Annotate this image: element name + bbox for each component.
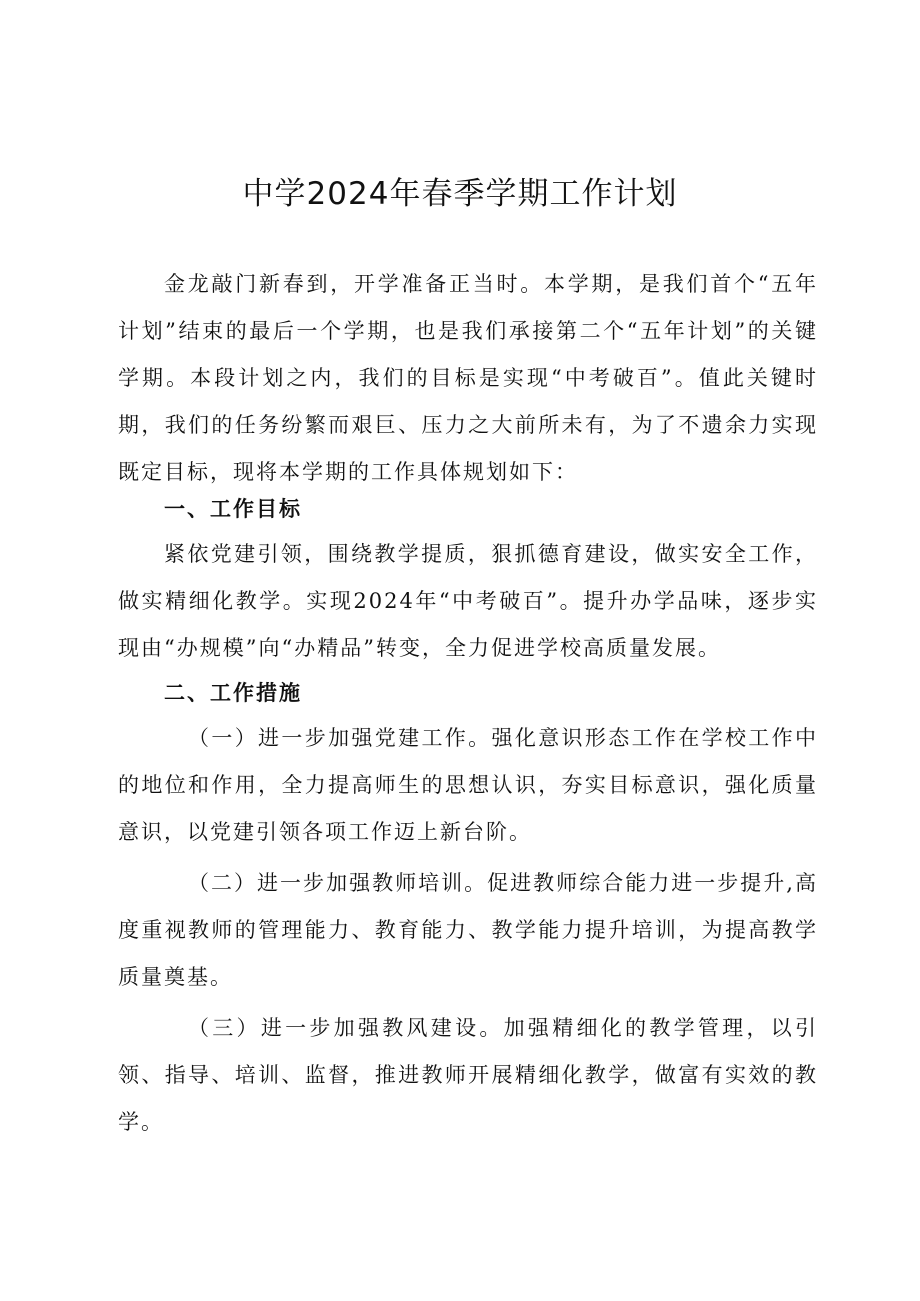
measure-paragraph-teaching-style: （三）进一步加强教风建设。加强精细化的教学管理，以引领、指导、培训、监督，推进教师开展精细化教学，做富有实效的教学。: [118, 1016, 818, 1134]
goals-paragraph: 紧依党建引领，围绕教学提质，狠抓德育建设，做实安全工作，做实精细化教学。实现2024年“中考破百”。提升办学品味，逐步实现由“办规模”向“办精品”转变，全力促进学校高质量发展。: [118, 542, 818, 660]
section-heading-goals: 一、工作目标: [164, 497, 302, 521]
section-heading-measures: 二、工作措施: [164, 681, 302, 705]
page-title: 中学2024年春季学期工作计划: [242, 176, 678, 212]
intro-paragraph: 金龙敲门新春到，开学准备正当时。本学期，是我们首个“五年计划”结束的最后一个学期，也是我们承接第二个“五年计划”的关键学期。本段计划之内，我们的目标是实现“中考破百”。值此关键时期，我们的任务纷繁而艰巨、压力之大前所未有，为了不遗余力实现既定目标，现将本学期的工作具体规划如下：: [118, 272, 818, 484]
measure-paragraph-teacher-training: （二）进一步加强教师培训。促进教师综合能力进一步提升,高度重视教师的管理能力、教育能力、教学能力提升培训，为提高教学质量奠基。: [118, 871, 818, 989]
measure-paragraph-party-building: （一）进一步加强党建工作。强化意识形态工作在学校工作中的地位和作用，全力提高师生的思想认识，夯实目标意识，强化质量意识，以党建引领各项工作迈上新台阶。: [118, 726, 818, 844]
